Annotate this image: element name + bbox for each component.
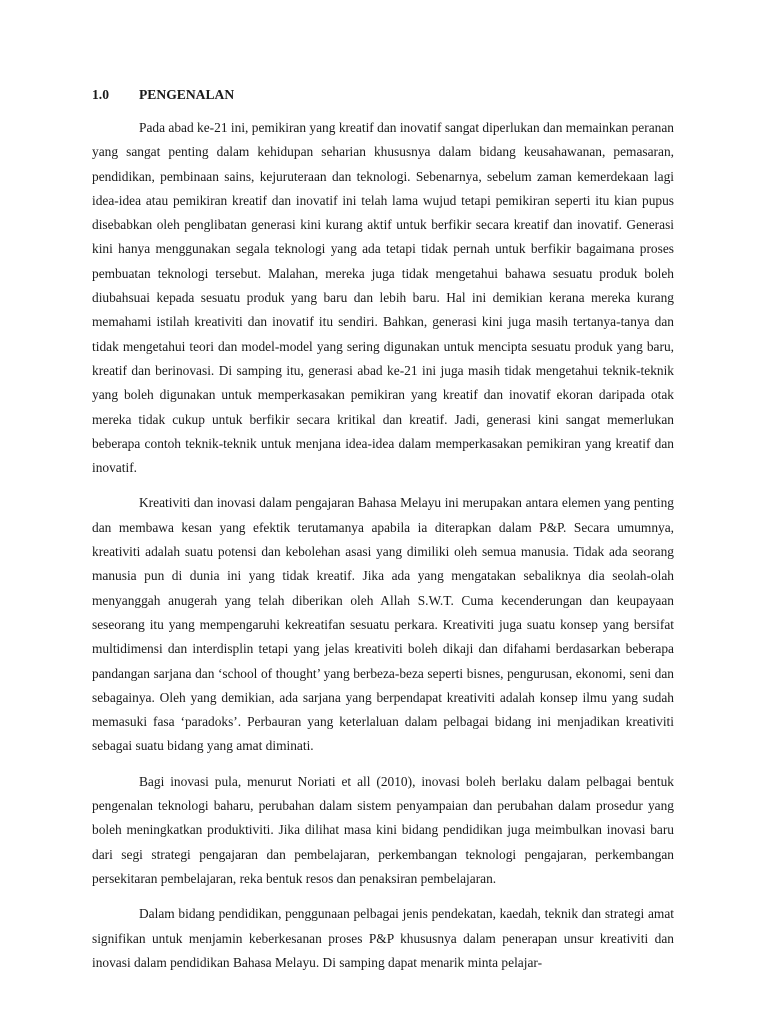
paragraph-2: Kreativiti dan inovasi dalam pengajaran Bahasa Melayu ini merupakan antara elemen yang penting dan membawa kesan yang efektik terutamanya apabila ia diterapkan dalam P&P. Secara umumnya, kreativiti adalah suatu potensi dan kebolehan asasi yang dimiliki oleh semua manusia. Tidak ada seorang manusia pun di dunia ini yang tidak kreatif. Jika ada yang mengatakan sebaliknya dia seolah-olah menyanggah anugerah yang telah diberikan oleh Allah S.W.T. Cuma kecenderungan dan keupayaan seseorang itu yang mempengaruhi kekreatifan sesuatu perkara. Kreativiti juga suatu konsep yang bersifat multidimensi dan interdisplin tetapi yang jelas kreativiti boleh dikaji dan difahami berdasarkan beberapa pandangan sarjana dan ‘school of thought’ yang berbeza-beza seperti bisnes, pengurusan, ekonomi, seni dan sebagainya. Oleh yang demikian, ada sarjana yang berpendapat kreativiti adalah konsep ilmu yang sudah memasuki fasa ‘paradoks’. Perbauran yang keterlaluan dalam pelbagai bidang ini menjadikan kreativiti sebagai suatu bidang yang amat diminati. [92,495,674,754]
section-number: 1.0 [92,87,109,102]
section-heading [92,86,674,104]
document-content [92,86,674,986]
paragraph-4: Dalam bidang pendidikan, penggunaan pelbagai jenis pendekatan, kaedah, teknik dan strategi amat signifikan untuk menjamin keberkesanan proses P&P khususnya dalam penerapan unsur kreativiti dan inovasi dalam pendidikan Bahasa Melayu. Di samping dapat menarik minta pelajar- [92,906,674,970]
paragraph-3: Bagi inovasi pula, menurut Noriati et all (2010), inovasi boleh berlaku dalam pelbagai bentuk pengenalan teknologi baharu, perubahan dalam sistem penyampaian dan perubahan dalam prosedur yang boleh meningkatkan produktiviti. Jika dilihat masa kini bidang pendidikan juga meimbulkan inovasi baru dari segi strategi pengajaran dan pembelajaran, perkembangan teknologi pengajaran, perkembangan persekitaran pembelajaran, reka bentuk resos dan penaksiran pembelajaran. [92,773,674,886]
section-title: PENGENALAN [139,87,235,102]
paragraph-1: Pada abad ke-21 ini, pemikiran yang kreatif dan inovatif sangat diperlukan dan memainkan peranan yang sangat penting dalam kehidupan seharian khususnya dalam bidang keusahawanan, pemasaran, pendidikan, pembinaan sains, kejuruteraan dan teknologi. Sebenarnya, sebelum zaman kemerdekaan lagi idea-idea atau pemikiran kreatif dan inovatif ini telah lama wujud tetapi pemikiran seperti itu kian pupus disebabkan oleh penglibatan generasi kini kurang aktif untuk berfikir secara kreatif dan inovatif. Generasi kini hanya menggunakan segala teknologi yang ada tetapi tidak pernah untuk berfikir bagaimana proses pembuatan teknologi tersebut. Malahan, mereka juga tidak mengetahui bahawa sesuatu produk boleh diubahsuai kepada sesuatu produk yang baru dan lebih baru. Hal ini demikian kerana mereka kurang memahami istilah kreativiti dan inovatif itu sendiri. Bahkan, generasi kini juga masih tertanya-tanya dan tidak mengetahui teori dan model-model yang sering digunakan untuk mencipta sesuatu produk yang baru, kreatif dan berinovasi. Di samping itu, generasi abad ke-21 ini juga masih tidak mengetahui teknik-teknik yang boleh digunakan untuk memperkasakan pemikiran yang kreatif dan inovatif ekoran daripada otak mereka tidak cukup untuk berfikir secara kritikal dan kreatif. Jadi, generasi kini sangat memerlukan beberapa contoh teknik-teknik untuk menjana idea-idea dalam memperkasakan pemikiran yang kreatif dan inovatif. [92,120,674,476]
